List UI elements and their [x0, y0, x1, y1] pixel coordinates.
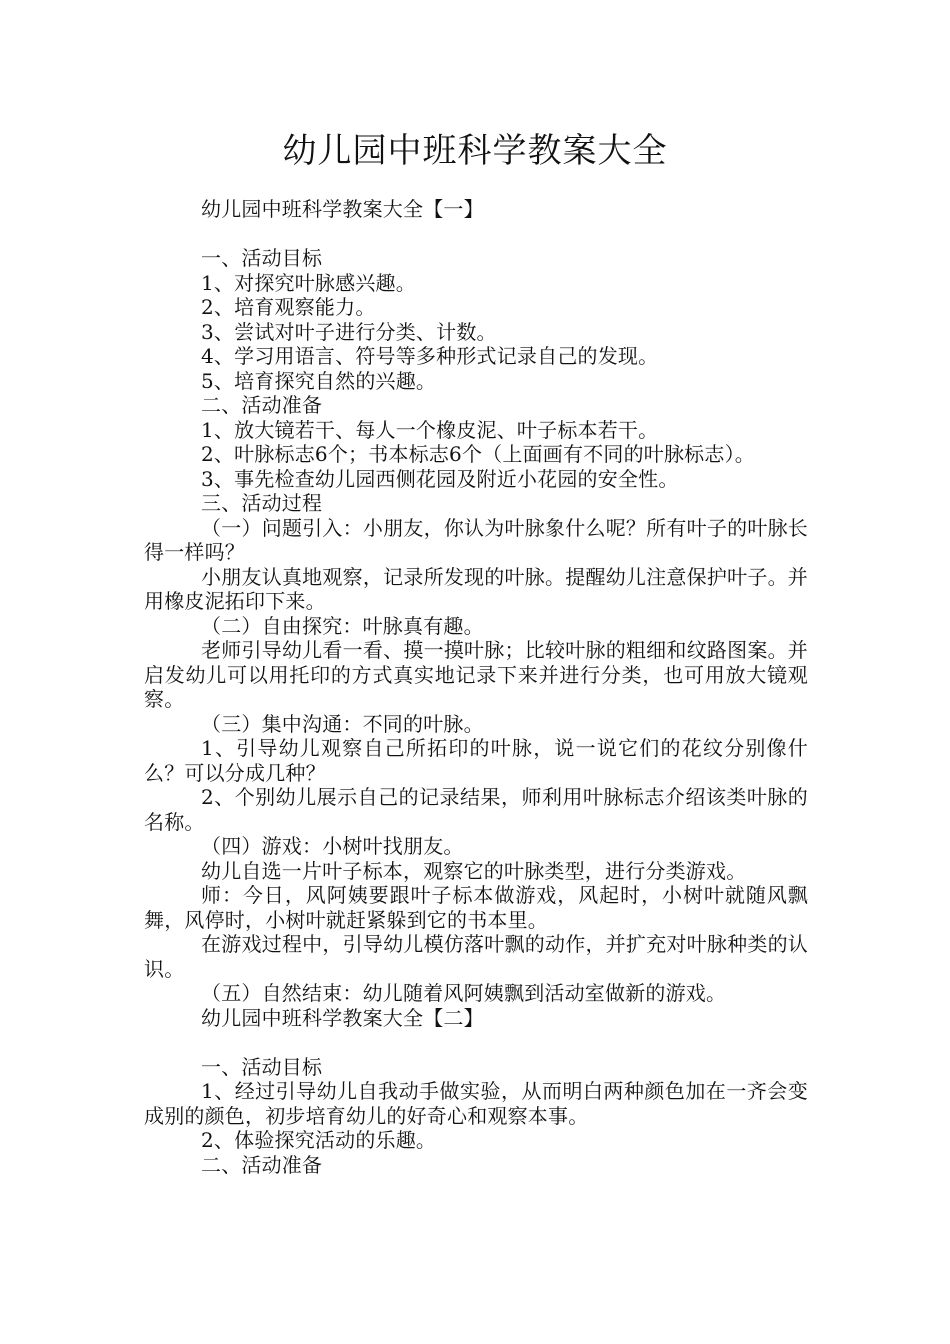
paragraph: （四）游戏：小树叶找朋友。 [201, 834, 464, 858]
paragraph: 3、尝试对叶子进行分类、计数。 [201, 319, 497, 344]
document-body [144, 197, 808, 1177]
paragraph: 2、体验探究活动的乐趣。 [201, 1128, 437, 1152]
paragraph: 一、活动目标 [201, 246, 323, 270]
paragraph: 在游戏过程中，引导幼儿模仿落叶飘的动作，并扩充对叶脉种类的认识。 [144, 932, 808, 981]
paragraph: （三）集中沟通：不同的叶脉。 [201, 711, 484, 736]
paragraph: （一）问题引入：小朋友，你认为叶脉象什么呢？所有叶子的叶脉长得一样吗？ [144, 515, 808, 564]
document-title: 幼儿园中班科学教案大全 [282, 131, 668, 171]
section-heading: 幼儿园中班科学教案大全【一】 [201, 197, 484, 221]
paragraph: 3、事先检查幼儿园西侧花园及附近小花园的安全性。 [201, 466, 679, 491]
paragraph: 一、活动目标 [201, 1054, 323, 1079]
blank-line [144, 1030, 808, 1055]
paragraph: 4、学习用语言、符号等多种形式记录自己的发现。 [201, 344, 659, 368]
paragraph: 5、培育探究自然的兴趣。 [201, 368, 437, 393]
paragraph: （五）自然结束：幼儿随着风阿姨飘到活动室做新的游戏。 [201, 981, 727, 1005]
paragraph: 师：今日，风阿姨要跟叶子标本做游戏，风起时，小树叶就随风飘舞，风停时，小树叶就赶紧躲到它的书本里。 [144, 883, 808, 932]
paragraph: 1、放大镜若干、每人一个橡皮泥、叶子标本若干。 [201, 417, 659, 442]
paragraph: 二、活动准备 [201, 1152, 323, 1177]
paragraph: 老师引导幼儿看一看、摸一摸叶脉；比较叶脉的粗细和纹路图案。并启发幼儿可以用托印的方式真实地记录下来并进行分类，也可用放大镜观察。 [144, 638, 808, 711]
section-heading: 幼儿园中班科学教案大全【二】 [201, 1005, 484, 1030]
paragraph: 1、经过引导幼儿自我动手做实验，从而明白两种颜色加在一齐会变成别的颜色，初步培育幼儿的好奇心和观察本事。 [144, 1079, 808, 1128]
paragraph: 三、活动过程 [201, 491, 323, 515]
paragraph: 2、个别幼儿展示自己的记录结果，师利用叶脉标志介绍该类叶脉的名称。 [144, 785, 808, 834]
paragraph: 2、叶脉标志6个；书本标志6个（上面画有不同的叶脉标志）。 [201, 442, 755, 466]
paragraph: 1、对探究叶脉感兴趣。 [201, 270, 416, 295]
paragraph: 幼儿自选一片叶子标本，观察它的叶脉类型，进行分类游戏。 [201, 858, 747, 883]
paragraph: 2、培育观察能力。 [201, 295, 376, 319]
paragraph: （二）自由探究：叶脉真有趣。 [201, 613, 484, 638]
blank-line [144, 222, 808, 247]
paragraph: 1、引导幼儿观察自己所拓印的叶脉，说一说它们的花纹分别像什么？可以分成几种？ [144, 736, 808, 785]
paragraph: 小朋友认真地观察，记录所发现的叶脉。提醒幼儿注意保护叶子。并用橡皮泥拓印下来。 [144, 564, 808, 613]
paragraph: 二、活动准备 [201, 393, 323, 417]
